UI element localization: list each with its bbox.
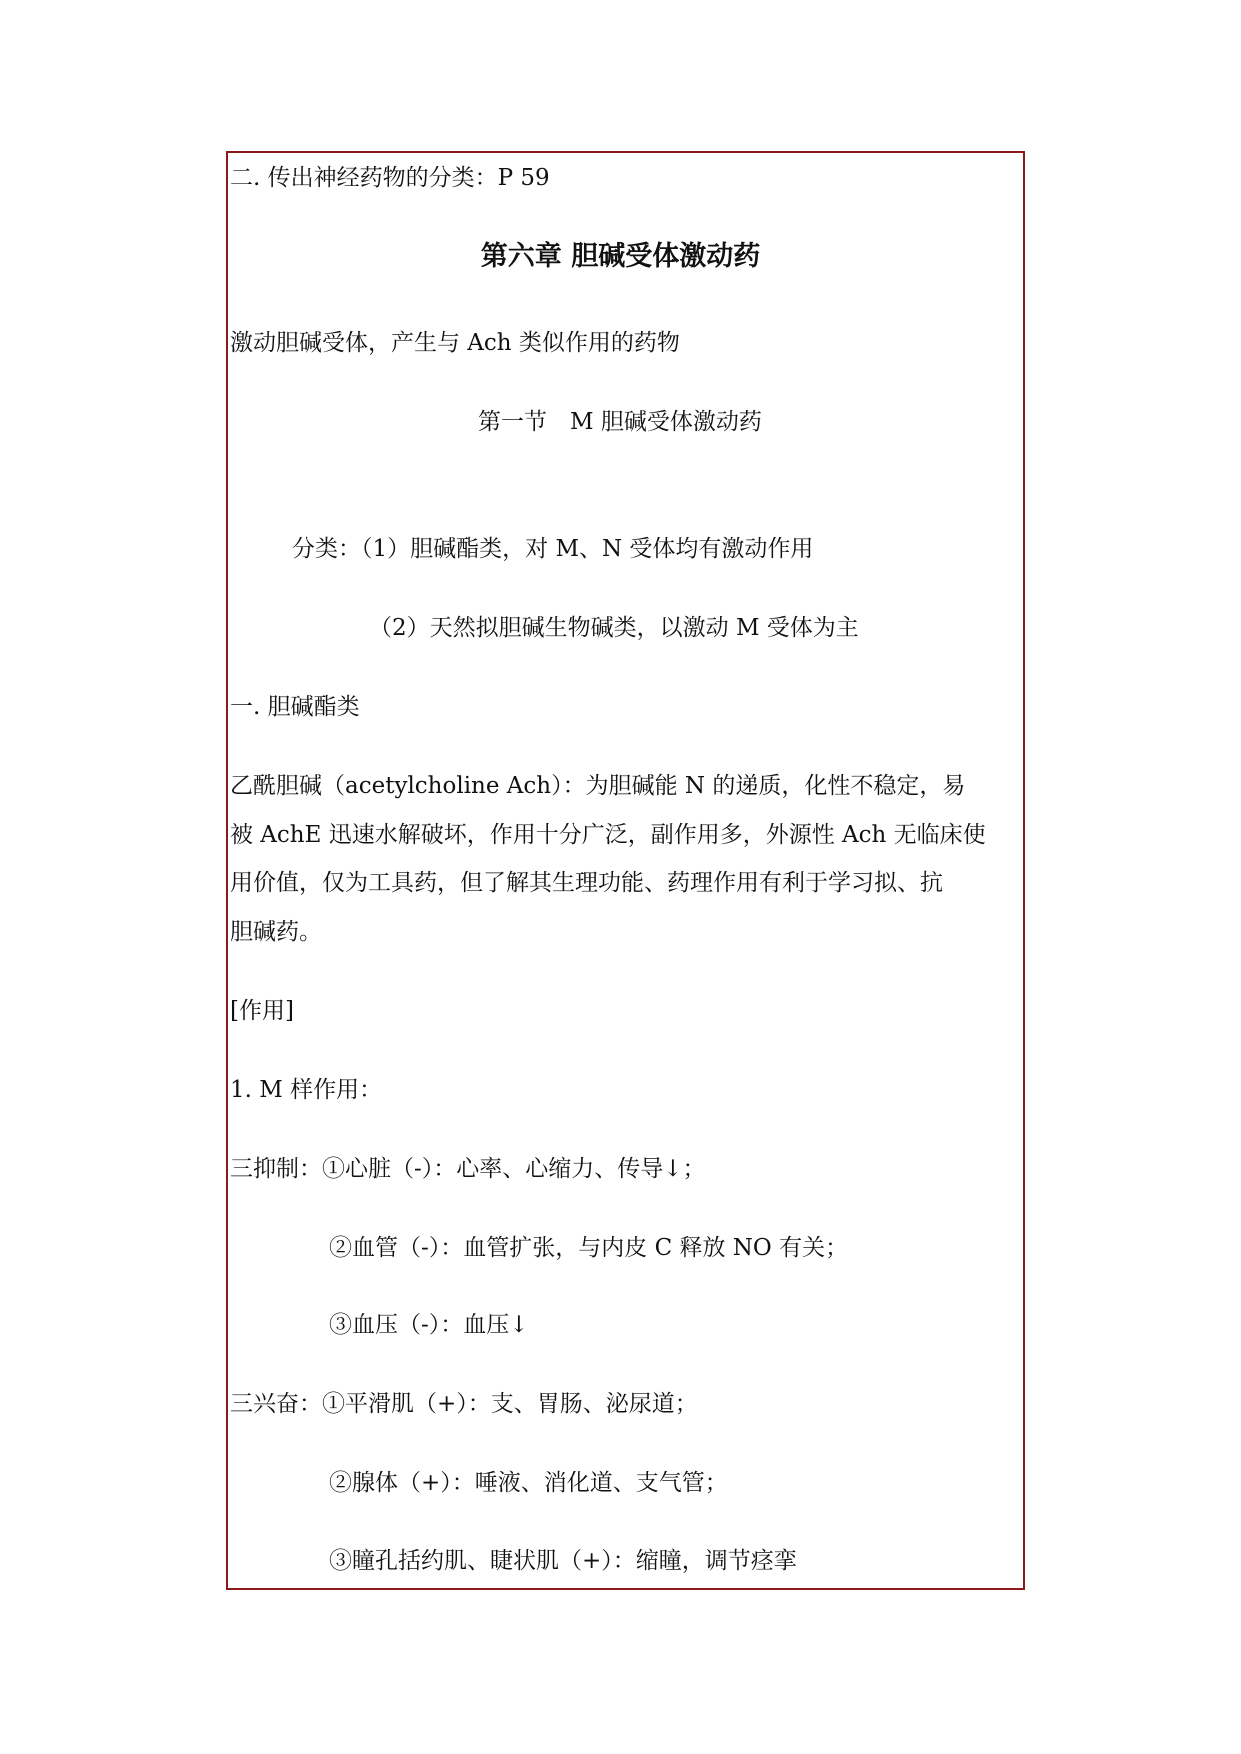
paragraph-line: 乙酰胆碱（acetylcholine Ach）：为胆碱能 N 的递质，化性不稳定，易 bbox=[230, 773, 966, 799]
excite-line: ③瞳孔括约肌、睫状肌（+）：缩瞳，调节痉挛 bbox=[329, 1548, 797, 1574]
classification-line-1: 分类：（1）胆碱酯类，对 M、N 受体均有激动作用 bbox=[292, 536, 814, 562]
definition-text: 激动胆碱受体，产生与 Ach 类似作用的药物 bbox=[230, 330, 680, 356]
paragraph-line: 胆碱药。 bbox=[230, 919, 322, 945]
inhibit-line: ③血压（-）：血压↓ bbox=[329, 1312, 529, 1338]
subheading: 一. 胆碱酯类 bbox=[230, 694, 360, 720]
chapter-title: 第六章 胆碱受体激动药 bbox=[480, 241, 761, 272]
heading-classification: 二. 传出神经药物的分类：P 59 bbox=[230, 165, 550, 191]
section-title: 第一节 M 胆碱受体激动药 bbox=[478, 409, 762, 435]
action-label: [作用] bbox=[230, 998, 294, 1024]
inhibit-line: ②血管（-）：血管扩张，与内皮 C 释放 NO 有关； bbox=[329, 1235, 849, 1261]
m-action-heading: 1. M 样作用： bbox=[230, 1077, 383, 1103]
excite-line: 三兴奋：①平滑肌（+）：支、胃肠、泌尿道； bbox=[230, 1391, 698, 1417]
inhibit-line: 三抑制：①心脏（-）：心率、心缩力、传导↓； bbox=[230, 1156, 706, 1182]
excite-line: ②腺体（+）：唾液、消化道、支气管； bbox=[329, 1470, 728, 1496]
classification-line-2: （2）天然拟胆碱生物碱类，以激动 M 受体为主 bbox=[369, 615, 859, 641]
paragraph-line: 用价值，仅为工具药，但了解其生理功能、药理作用有利于学习拟、抗 bbox=[230, 870, 943, 896]
paragraph-line: 被 AchE 迅速水解破坏，作用十分广泛，副作用多，外源性 Ach 无临床使 bbox=[230, 822, 986, 848]
